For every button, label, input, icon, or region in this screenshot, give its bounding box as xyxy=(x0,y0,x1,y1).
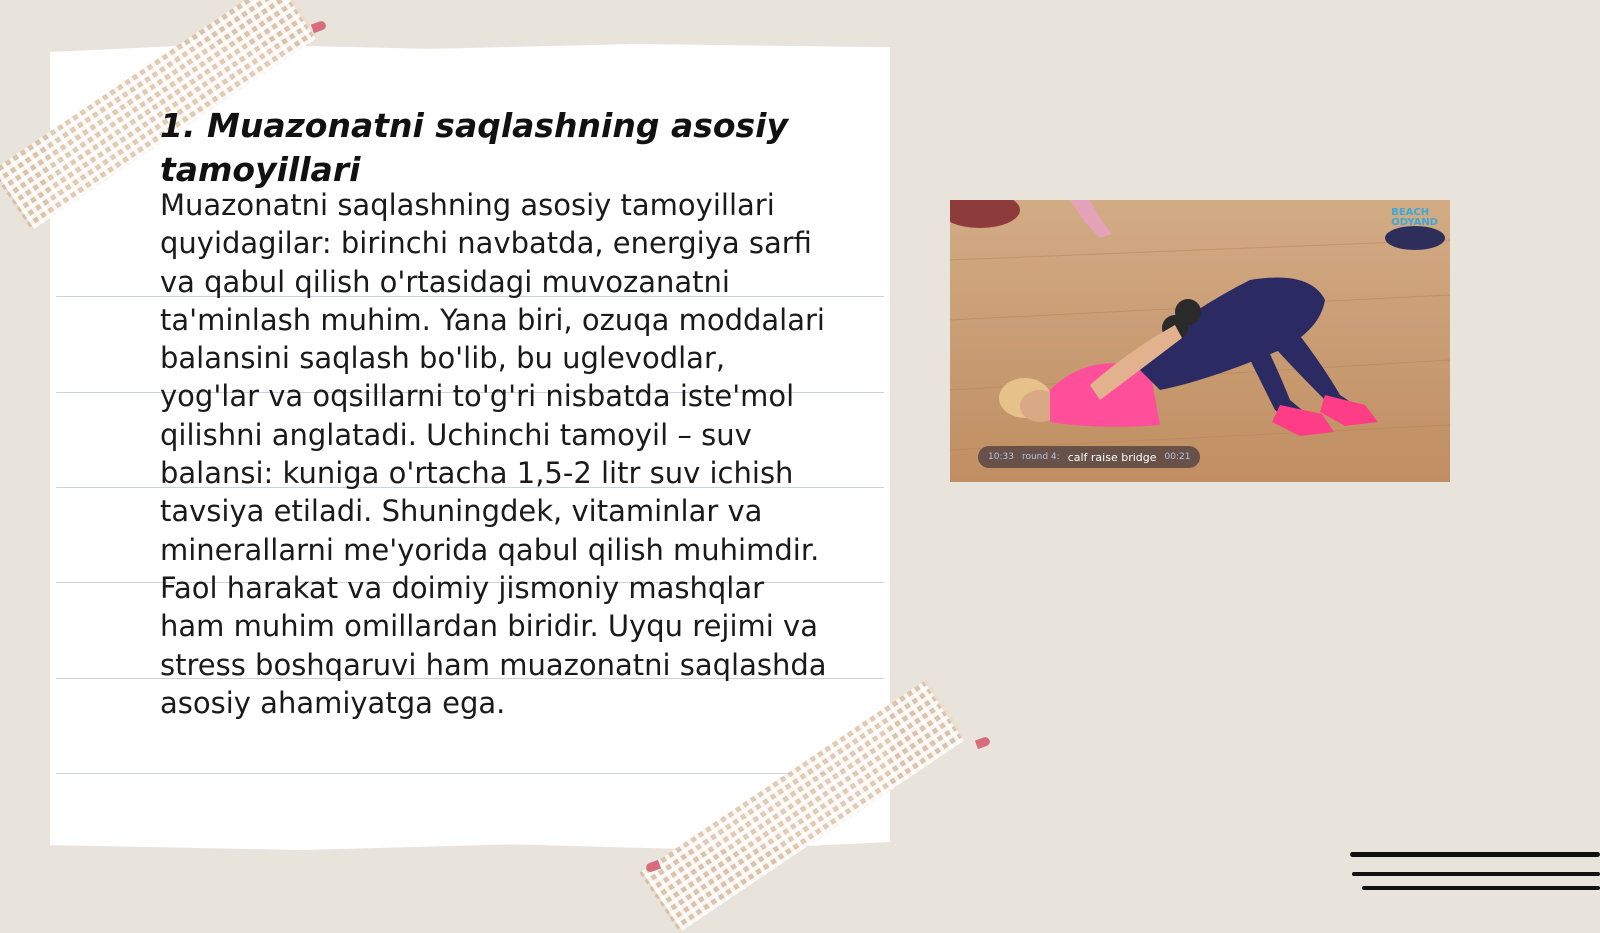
decorative-stroke xyxy=(1352,872,1600,876)
slide-body-text: Muazonatni saqlashning asosiy tamoyillari quyidagilar: birinchi navbatda, energiya sarfi va qabul qilish o'rtasidagi muvozanatni ta'minlash muhim. Yana biri, ozuqa moddalari balansini saqlash bo'lib, bu uglevodlar, yog'lar va oqsillarni to'g'ri nisbatda iste'mol qilishni anglatadi. Uchinchi tamoyil – suv balansi: kuniga o'rtacha 1,5-2 litr suv ichish tavsiya etiladi. Shuningdek, vitaminlar va minerallarni me'yorida qabul qilish muhimdir. Faol harakat va doimiy jismoniy mashqlar ham muhim omillardan biridir. Uyqu rejimi va stress boshqaruvi ham muazonatni saqlashda asosiy ahamiyatga ega. xyxy=(160,188,827,720)
decorative-stroke xyxy=(1362,886,1600,890)
round-label: round 4: xyxy=(1021,452,1060,462)
exercise-name: calf raise bridge xyxy=(1067,450,1157,464)
brand-logo: BEACH ODYAND xyxy=(1391,207,1438,228)
pin-icon xyxy=(975,736,991,749)
decorative-stroke xyxy=(1350,852,1600,857)
exercise-video-frame[interactable] xyxy=(950,200,1450,482)
slide-title: 1. Muazonatni saqlashning asosiy tamoyillari xyxy=(160,106,788,189)
remaining-time: 00:21 xyxy=(1164,452,1191,462)
exercise-caption-bar xyxy=(978,446,1200,468)
elapsed-time: 10:33 xyxy=(988,452,1014,462)
exercise-scene-illustration xyxy=(950,200,1450,482)
paper-rule xyxy=(56,773,884,774)
pin-icon xyxy=(311,20,327,33)
